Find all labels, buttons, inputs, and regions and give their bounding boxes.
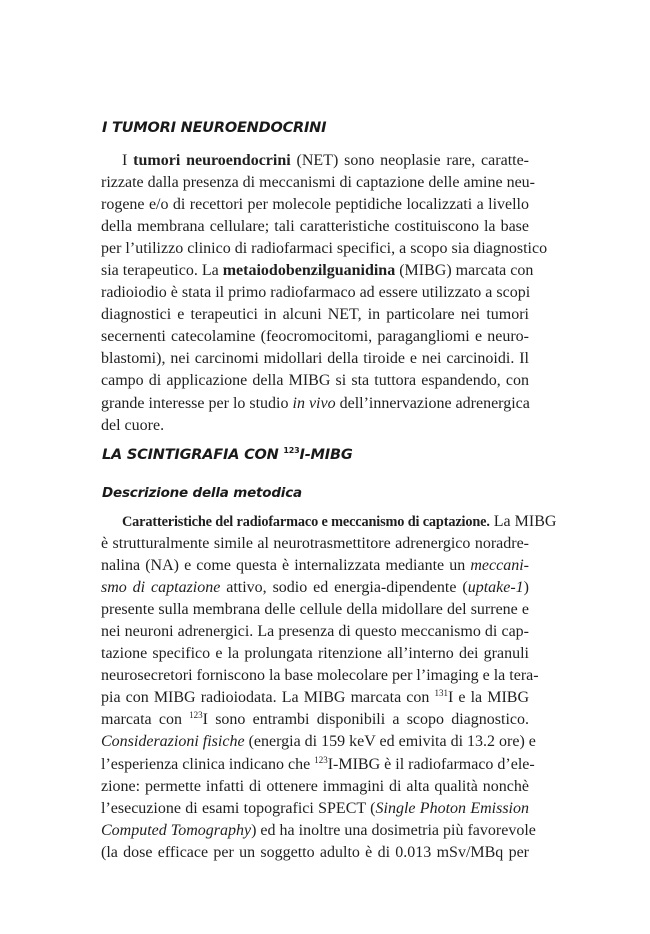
text-line: l’esecuzione di esami topografici SPECT (Single Photon Emission <box>101 799 529 817</box>
subsection-heading-method-description: Descrizione della metodica <box>102 485 302 501</box>
text-line: radioiodio è stata il primo radiofarmaco ad essere utilizzato a scopi <box>101 284 531 302</box>
text-line: per l’utilizzo clinico di radiofarmaci specifici, a scopo sia diagnostico <box>101 240 548 258</box>
text-line: Computed Tomography) ed ha inoltre una dosimetria più favorevole <box>101 821 536 839</box>
run-in-heading: Caratteristiche del radiofarmaco e meccanismo di captazione. <box>122 514 490 530</box>
text-line: pia con MIBG radioiodata. La MIBG marcata con $^{131}$I e la MIBG <box>101 688 530 707</box>
text-line: secernenti catecolamine (feocromocitomi, paragangliomi e neuro- <box>101 328 529 346</box>
text-line: (la dose efficace per un soggetto adulto è di 0.013 mSv/MBq per <box>101 843 529 861</box>
text-line: nalina (NA) e come questa è internalizzata mediante un meccani- <box>101 557 529 575</box>
text-line: della membrana cellulare; tali caratteristiche costituiscono la base <box>101 218 529 236</box>
text-line: grande interesse per lo studio in vivo dell’innervazione adrenergica <box>101 394 530 412</box>
text-line: blastomi), nei carcinomi midollari della tiroide e nei carcinoidi. Il <box>101 350 529 368</box>
text-line: Caratteristiche del radiofarmaco e meccanismo di captazione. La MIBG <box>122 513 557 530</box>
paragraph-neuroendocrine-tumors <box>101 150 548 437</box>
text-line: rizzate dalla presenza di meccanismi di captazione delle amine neu- <box>101 174 535 192</box>
text-line: campo di applicazione della MIBG si sta tuttora espandendo, con <box>101 372 529 390</box>
text-line: rogene e/o di recettori per molecole peptidiche localizzati a livello <box>101 196 529 214</box>
text-line: Considerazioni fisiche (energia di 159 keV ed emivita di 13.2 ore) e <box>101 733 536 751</box>
text-line: presente sulla membrana delle cellule della midollare del surrene e <box>101 601 529 619</box>
text-line: smo di captazione attivo, sodio ed energia-dipendente (uptake-1) <box>101 579 529 597</box>
text-line: zione: permette infatti di ottenere immagini di alta qualità nonchè <box>101 777 529 795</box>
text-line: nei neuroni adrenergici. La presenza di questo meccanismo di cap- <box>101 623 529 641</box>
text-line: neurosecretori forniscono la base molecolare per l’imaging e la tera- <box>101 667 539 685</box>
text-line: marcata con $^{123}$I sono entrambi disponibili a scopo diagnostico. <box>101 710 529 729</box>
text-line: sia terapeutico. La metaiodobenzilguanidina (MIBG) marcata con <box>101 262 534 280</box>
text-line: è strutturalmente simile al neurotrasmettitore adrenergico noradre- <box>101 535 529 553</box>
text-line: diagnostici e terapeutici in alcuni NET, in particolare nei tumori <box>101 306 529 324</box>
text-line: l’esperienza clinica indicano che $^{123}$I-MIBG è il radiofarmaco d’ele- <box>101 754 535 773</box>
section-heading-scintigraphy: LA SCINTIGRAFIA CON $^{123}$I-MIBG <box>102 446 353 463</box>
text-line: tazione specifico e la prolungata ritenzione all’interno dei granuli <box>101 645 529 663</box>
text-line: I tumori neuroendocrini (NET) sono neoplasie rare, caratte- <box>122 152 530 169</box>
text-line: del cuore. <box>101 416 165 434</box>
section-heading-neuroendocrine-tumors: I TUMORI NEUROENDOCRINI <box>102 120 327 136</box>
paragraph-radiopharmaceutical <box>101 511 557 864</box>
